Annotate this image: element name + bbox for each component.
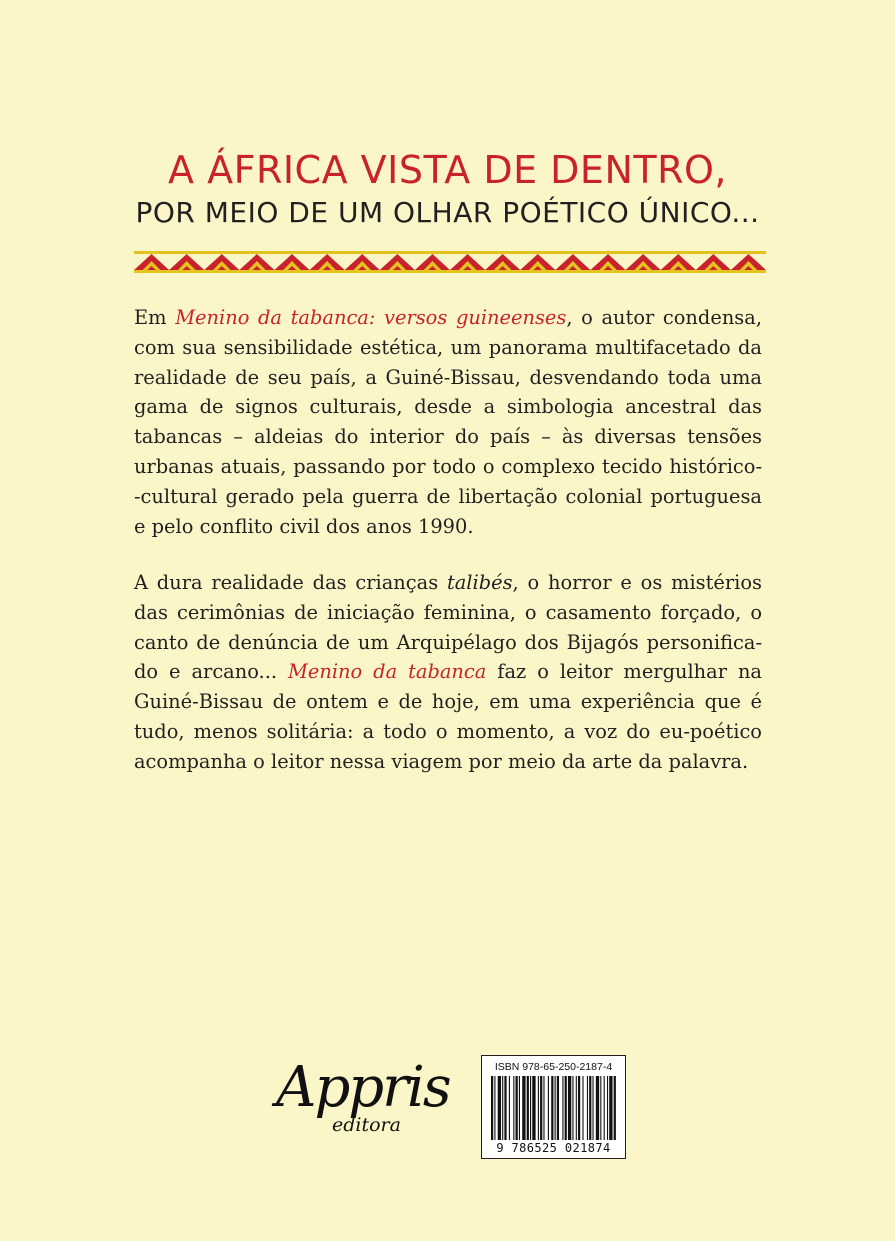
paragraph-1-text: , o autor condensa, com sua sensibilidade estética, um panorama multifacetado da realidade de seu país, a Guiné-Bissau, desvendando toda uma gama de signos culturais, desde a simbologia ancestral das tabancas – aldeias do interior do país – às diversas tensões urbanas atuais, passando por todo o complexo tecido histórico-​-cultural gerado pela guerra de libertação colonial portuguesa e pelo conflito civil dos anos 1990.: [134, 306, 762, 538]
paragraph-1-intro: Em: [134, 306, 176, 329]
ornament-border: [134, 251, 766, 273]
paragraph-synopsis: [134, 303, 762, 541]
paragraph-description: [134, 568, 762, 777]
book-title-short: Menino da tabanca: [288, 660, 487, 684]
publisher-logo: [272, 1055, 452, 1142]
isbn-label: ISBN 978-65-250-2187-4: [494, 1061, 613, 1073]
paragraph-2-text: faz o leitor mergulhar na Guiné-Bissau de ontem e de hoje, em uma experiência que é tudo, menos solitária: a todo o momento, a voz do eu-poético acompanha o leitor nessa viagem por meio da arte da palavra.: [134, 660, 762, 773]
headline-line-2: POR MEIO DE UM OLHAR POÉTICO ÚNICO...: [135, 196, 760, 229]
barcode-digits: 9 786525 021874: [496, 1141, 611, 1155]
barcode-bars: [491, 1076, 617, 1140]
publisher-subtitle: editora: [332, 1114, 401, 1136]
headline-line-1: A ÁFRICA VISTA DE DENTRO,: [168, 148, 727, 192]
paragraph-2-intro: A dura realidade das crianças: [134, 571, 447, 594]
barcode: [481, 1055, 626, 1159]
publisher-name: Appris: [276, 1055, 450, 1120]
paragraph-2-middle: , o horror e os mistérios das cerimônias de iniciação feminina, o casamento forçado, o canto de denúncia de um Arquipélago dos Bijagós personifica-​do e arcano...: [134, 571, 762, 684]
term-talibes: talibés: [446, 571, 513, 594]
book-title: Menino da tabanca: versos guineenses: [175, 306, 567, 329]
